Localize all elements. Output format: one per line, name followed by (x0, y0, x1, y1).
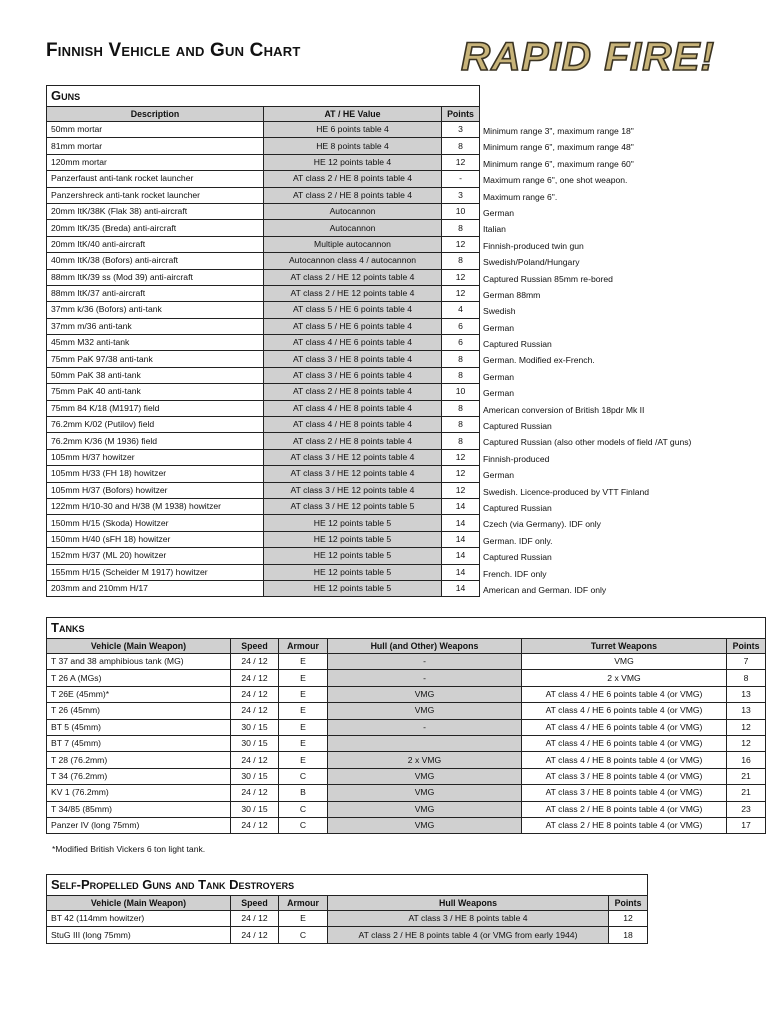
tank-speed: 24 / 12 (231, 654, 279, 670)
gun-note: Captured Russian (483, 339, 552, 350)
table-row (47, 768, 766, 784)
gun-points: 8 (442, 433, 480, 449)
table-row (47, 203, 480, 219)
spg-points: 18 (609, 927, 648, 943)
table-row (47, 515, 480, 531)
tank-armour: C (279, 768, 328, 784)
gun-description: 40mm ItK/38 (Bofors) anti-aircraft (47, 253, 264, 269)
gun-note: Minimum range 6", maximum range 60" (483, 158, 634, 169)
gun-description: 88mm ItK/39 ss (Mod 39) anti-aircraft (47, 269, 264, 285)
table-row (47, 498, 480, 514)
tank-turret-weapons: AT class 2 / HE 8 points table 4 (or VMG) (522, 801, 727, 817)
table-row (47, 351, 480, 367)
gun-description: 150mm H/40 (sFH 18) howitzer (47, 531, 264, 547)
tank-vehicle: Panzer IV (long 75mm) (47, 817, 231, 833)
gun-description: 76.2mm K/02 (Putilov) field (47, 417, 264, 433)
gun-points: 12 (442, 154, 480, 170)
tank-hull-weapons: VMG (328, 801, 522, 817)
table-row (47, 654, 766, 670)
gun-points: 12 (442, 236, 480, 252)
tank-hull-weapons: - (328, 654, 522, 670)
table-row (47, 752, 766, 768)
gun-at-he-value: AT class 2 / HE 8 points table 4 (264, 384, 442, 400)
gun-note: Captured Russian (also other models of field /AT guns) (483, 437, 692, 448)
spg-speed: 24 / 12 (231, 927, 279, 943)
header-hull-weapons: Hull Weapons (328, 896, 609, 911)
gun-at-he-value: AT class 4 / HE 8 points table 4 (264, 417, 442, 433)
gun-note: Finnish-produced (483, 453, 550, 464)
table-row (47, 580, 480, 596)
table-row (47, 154, 480, 170)
tank-points: 13 (727, 686, 766, 702)
tank-vehicle: KV 1 (76.2mm) (47, 785, 231, 801)
tank-vehicle: T 37 and 38 amphibious tank (MG) (47, 654, 231, 670)
tank-hull-weapons: VMG (328, 768, 522, 784)
header-points: Points (609, 896, 648, 911)
table-row (47, 548, 480, 564)
header-vehicle: Vehicle (Main Weapon) (47, 896, 231, 911)
tank-speed: 24 / 12 (231, 686, 279, 702)
table-row (47, 911, 648, 927)
gun-note: Captured Russian 85mm re-bored (483, 273, 613, 284)
gun-at-he-value: AT class 2 / HE 8 points table 4 (264, 171, 442, 187)
tank-vehicle: BT 5 (45mm) (47, 719, 231, 735)
gun-points: 14 (442, 548, 480, 564)
table-row (47, 801, 766, 817)
header-at-he-value: AT / HE Value (264, 107, 442, 122)
spg-vehicle: BT 42 (114mm howitzer) (47, 911, 231, 927)
spg-section-title: Self-Propelled Guns and Tank Destroyers (47, 875, 648, 896)
gun-note: Maximum range 6", one shot weapon. (483, 175, 628, 186)
table-row (47, 302, 480, 318)
gun-points: 8 (442, 367, 480, 383)
spg-armour: C (279, 927, 328, 943)
page-title: Finnish Vehicle and Gun Chart (46, 40, 301, 61)
gun-points: 14 (442, 564, 480, 580)
gun-at-he-value: Autocannon (264, 203, 442, 219)
guns-section-title: Guns (47, 86, 480, 107)
tank-hull-weapons: - (328, 719, 522, 735)
tank-turret-weapons: AT class 3 / HE 8 points table 4 (or VMG) (522, 768, 727, 784)
tank-armour: E (279, 670, 328, 686)
gun-note: Swedish (483, 306, 516, 317)
gun-description: 152mm H/37 (ML 20) howitzer (47, 548, 264, 564)
gun-note: German (483, 322, 515, 333)
gun-description: 105mm H/33 (FH 18) howitzer (47, 466, 264, 482)
gun-points: 12 (442, 466, 480, 482)
table-row (47, 417, 480, 433)
table-row (47, 335, 480, 351)
gun-description: 75mm PaK 40 anti-tank (47, 384, 264, 400)
gun-description: 76.2mm K/36 (M 1936) field (47, 433, 264, 449)
gun-points: 8 (442, 138, 480, 154)
spg-speed: 24 / 12 (231, 911, 279, 927)
gun-description: Panzerfaust anti-tank rocket launcher (47, 171, 264, 187)
gun-note: Captured Russian (483, 552, 552, 563)
tank-turret-weapons: AT class 4 / HE 6 points table 4 (or VMG) (522, 686, 727, 702)
gun-at-he-value: HE 12 points table 5 (264, 564, 442, 580)
tank-hull-weapons: VMG (328, 686, 522, 702)
gun-note: German (483, 371, 515, 382)
gun-at-he-value: AT class 4 / HE 8 points table 4 (264, 400, 442, 416)
table-row (47, 122, 480, 138)
gun-description: 120mm mortar (47, 154, 264, 170)
gun-at-he-value: HE 12 points table 5 (264, 548, 442, 564)
gun-note: American and German. IDF only (483, 584, 607, 595)
gun-description: 37mm k/36 (Bofors) anti-tank (47, 302, 264, 318)
tank-speed: 30 / 15 (231, 801, 279, 817)
gun-points: 8 (442, 220, 480, 236)
tank-hull-weapons: 2 x VMG (328, 752, 522, 768)
tank-points: 21 (727, 768, 766, 784)
table-row (47, 482, 480, 498)
gun-points: 12 (442, 285, 480, 301)
tank-armour: E (279, 686, 328, 702)
gun-note: Swedish. Licence-produced by VTT Finland (483, 486, 650, 497)
gun-at-he-value: AT class 5 / HE 6 points table 4 (264, 302, 442, 318)
gun-at-he-value: AT class 3 / HE 12 points table 5 (264, 498, 442, 514)
tank-speed: 24 / 12 (231, 703, 279, 719)
table-row (47, 171, 480, 187)
gun-points: 14 (442, 580, 480, 596)
gun-note: German. IDF only. (483, 535, 553, 546)
gun-points: 14 (442, 498, 480, 514)
gun-note: Italian (483, 224, 506, 235)
gun-points: 14 (442, 531, 480, 547)
header-armour: Armour (279, 639, 328, 654)
table-row (47, 400, 480, 416)
tank-speed: 24 / 12 (231, 670, 279, 686)
gun-points: 8 (442, 253, 480, 269)
table-row (47, 670, 766, 686)
guns-table (46, 85, 480, 597)
tank-vehicle: T 26E (45mm)* (47, 686, 231, 702)
gun-at-he-value: AT class 2 / HE 12 points table 4 (264, 269, 442, 285)
tank-speed: 30 / 15 (231, 768, 279, 784)
gun-note: American conversion of British 18pdr Mk II (483, 404, 645, 415)
tank-hull-weapons (328, 735, 522, 751)
table-row (47, 466, 480, 482)
header-points: Points (727, 639, 766, 654)
header-hull-weapons: Hull (and Other) Weapons (328, 639, 522, 654)
table-row (47, 269, 480, 285)
table-row (47, 927, 648, 943)
gun-description: 45mm M32 anti-tank (47, 335, 264, 351)
gun-points: 10 (442, 384, 480, 400)
gun-points: 3 (442, 122, 480, 138)
tank-points: 12 (727, 735, 766, 751)
table-row (47, 433, 480, 449)
gun-points: 3 (442, 187, 480, 203)
tank-points: 17 (727, 817, 766, 833)
tank-speed: 24 / 12 (231, 785, 279, 801)
gun-at-he-value: AT class 3 / HE 12 points table 4 (264, 482, 442, 498)
gun-points: 14 (442, 515, 480, 531)
table-row (47, 564, 480, 580)
tanks-section-title: Tanks (47, 618, 766, 639)
gun-at-he-value: Autocannon class 4 / autocannon (264, 253, 442, 269)
table-row (47, 735, 766, 751)
gun-description: 203mm and 210mm H/17 (47, 580, 264, 596)
gun-at-he-value: HE 8 points table 4 (264, 138, 442, 154)
gun-at-he-value: HE 12 points table 5 (264, 580, 442, 596)
tank-speed: 24 / 12 (231, 817, 279, 833)
tank-hull-weapons: VMG (328, 817, 522, 833)
tank-speed: 30 / 15 (231, 719, 279, 735)
spg-armour: E (279, 911, 328, 927)
gun-points: 8 (442, 351, 480, 367)
gun-note: Czech (via Germany). IDF only (483, 519, 601, 530)
table-row (47, 367, 480, 383)
tank-turret-weapons: AT class 4 / HE 6 points table 4 (or VMG) (522, 719, 727, 735)
gun-at-he-value: HE 12 points table 5 (264, 531, 442, 547)
gun-description: 150mm H/15 (Skoda) Howitzer (47, 515, 264, 531)
table-row (47, 719, 766, 735)
gun-at-he-value: AT class 3 / HE 6 points table 4 (264, 367, 442, 383)
tank-turret-weapons: AT class 4 / HE 6 points table 4 (or VMG) (522, 735, 727, 751)
tank-armour: C (279, 801, 328, 817)
tank-vehicle: T 26 (45mm) (47, 703, 231, 719)
gun-points: 12 (442, 449, 480, 465)
table-row (47, 187, 480, 203)
gun-at-he-value: AT class 3 / HE 12 points table 4 (264, 466, 442, 482)
table-row (47, 138, 480, 154)
gun-description: 20mm ItK/38K (Flak 38) anti-aircraft (47, 203, 264, 219)
gun-at-he-value: Multiple autocannon (264, 236, 442, 252)
header-description: Description (47, 107, 264, 122)
table-row (47, 220, 480, 236)
gun-description: 20mm ItK/35 (Breda) anti-aircraft (47, 220, 264, 236)
tank-hull-weapons: - (328, 670, 522, 686)
gun-at-he-value: AT class 3 / HE 8 points table 4 (264, 351, 442, 367)
tank-armour: E (279, 735, 328, 751)
gun-note: German (483, 388, 515, 399)
gun-points: 12 (442, 269, 480, 285)
gun-description: Panzershreck anti-tank rocket launcher (47, 187, 264, 203)
gun-at-he-value: HE 12 points table 5 (264, 515, 442, 531)
gun-notes-column (483, 123, 691, 598)
gun-points: 6 (442, 318, 480, 334)
gun-at-he-value: AT class 5 / HE 6 points table 4 (264, 318, 442, 334)
gun-at-he-value: AT class 3 / HE 12 points table 4 (264, 449, 442, 465)
gun-description: 122mm H/10-30 and H/38 (M 1938) howitzer (47, 498, 264, 514)
tank-turret-weapons: VMG (522, 654, 727, 670)
gun-note: Captured Russian (483, 502, 552, 513)
logo-text: RAPID FIRE! (461, 35, 715, 78)
tank-turret-weapons: 2 x VMG (522, 670, 727, 686)
gun-description: 37mm m/36 anti-tank (47, 318, 264, 334)
tank-vehicle: T 34/85 (85mm) (47, 801, 231, 817)
tank-turret-weapons: AT class 4 / HE 8 points table 4 (or VMG) (522, 752, 727, 768)
table-row (47, 253, 480, 269)
table-row (47, 449, 480, 465)
gun-points: 6 (442, 335, 480, 351)
tank-vehicle: T 26 A (MGs) (47, 670, 231, 686)
tank-armour: E (279, 654, 328, 670)
tank-points: 7 (727, 654, 766, 670)
gun-description: 81mm mortar (47, 138, 264, 154)
table-row (47, 285, 480, 301)
tank-vehicle: T 28 (76.2mm) (47, 752, 231, 768)
rapid-fire-logo (458, 32, 720, 78)
table-row (47, 384, 480, 400)
tank-armour: B (279, 785, 328, 801)
gun-points: 10 (442, 203, 480, 219)
tank-points: 8 (727, 670, 766, 686)
table-row (47, 236, 480, 252)
header-armour: Armour (279, 896, 328, 911)
gun-note: Minimum range 6", maximum range 48" (483, 142, 634, 153)
header-turret-weapons: Turret Weapons (522, 639, 727, 654)
spg-hull-weapons: AT class 2 / HE 8 points table 4 (or VMG from early 1944) (328, 927, 609, 943)
gun-note: German (483, 470, 515, 481)
gun-description: 75mm PaK 97/38 anti-tank (47, 351, 264, 367)
table-row (47, 531, 480, 547)
gun-note: German. Modified ex-French. (483, 355, 595, 366)
tank-speed: 24 / 12 (231, 752, 279, 768)
gun-description: 155mm H/15 (Scheider M 1917) howitzer (47, 564, 264, 580)
table-row (47, 785, 766, 801)
gun-note: German 88mm (483, 289, 541, 300)
spg-vehicle: StuG III (long 75mm) (47, 927, 231, 943)
tank-points: 12 (727, 719, 766, 735)
tanks-table (46, 617, 766, 834)
table-row (47, 318, 480, 334)
spg-hull-weapons: AT class 3 / HE 8 points table 4 (328, 911, 609, 927)
gun-points: 4 (442, 302, 480, 318)
gun-at-he-value: AT class 4 / HE 6 points table 4 (264, 335, 442, 351)
gun-description: 88mm ItK/37 anti-aircraft (47, 285, 264, 301)
gun-note: Swedish/Poland/Hungary (483, 257, 580, 268)
header-speed: Speed (231, 639, 279, 654)
tank-armour: E (279, 703, 328, 719)
tank-points: 21 (727, 785, 766, 801)
header-speed: Speed (231, 896, 279, 911)
gun-note: German (483, 207, 515, 218)
header-points: Points (442, 107, 480, 122)
gun-points: 8 (442, 400, 480, 416)
gun-note: French. IDF only (483, 568, 547, 579)
table-row (47, 703, 766, 719)
gun-description: 50mm PaK 38 anti-tank (47, 367, 264, 383)
tank-hull-weapons: VMG (328, 703, 522, 719)
tank-vehicle: T 34 (76.2mm) (47, 768, 231, 784)
gun-note: Maximum range 6". (483, 191, 558, 202)
tank-speed: 30 / 15 (231, 735, 279, 751)
tank-turret-weapons: AT class 3 / HE 8 points table 4 (or VMG) (522, 785, 727, 801)
spg-table (46, 874, 648, 944)
tank-points: 16 (727, 752, 766, 768)
tank-turret-weapons: AT class 4 / HE 6 points table 4 (or VMG) (522, 703, 727, 719)
gun-at-he-value: HE 12 points table 4 (264, 154, 442, 170)
header-vehicle: Vehicle (Main Weapon) (47, 639, 231, 654)
tanks-footnote: *Modified British Vickers 6 ton light tank. (52, 844, 206, 854)
gun-description: 20mm ItK/40 anti-aircraft (47, 236, 264, 252)
gun-at-he-value: Autocannon (264, 220, 442, 236)
gun-description: 75mm 84 K/18 (M1917) field (47, 400, 264, 416)
gun-note: Minimum range 3", maximum range 18" (483, 126, 634, 136)
gun-description: 105mm H/37 (Bofors) howitzer (47, 482, 264, 498)
gun-note: Finnish-produced twin gun (483, 240, 584, 251)
gun-points: 12 (442, 482, 480, 498)
gun-points: - (442, 171, 480, 187)
table-row (47, 817, 766, 833)
gun-description: 105mm H/37 howitzer (47, 449, 264, 465)
gun-at-he-value: AT class 2 / HE 8 points table 4 (264, 433, 442, 449)
gun-at-he-value: AT class 2 / HE 12 points table 4 (264, 285, 442, 301)
table-row (47, 686, 766, 702)
gun-at-he-value: AT class 2 / HE 8 points table 4 (264, 187, 442, 203)
gun-at-he-value: HE 6 points table 4 (264, 122, 442, 138)
spg-points: 12 (609, 911, 648, 927)
gun-points: 8 (442, 417, 480, 433)
gun-note: Captured Russian (483, 421, 552, 432)
tank-points: 23 (727, 801, 766, 817)
tank-hull-weapons: VMG (328, 785, 522, 801)
tank-armour: E (279, 752, 328, 768)
tank-turret-weapons: AT class 2 / HE 8 points table 4 (or VMG) (522, 817, 727, 833)
tank-vehicle: BT 7 (45mm) (47, 735, 231, 751)
tank-points: 13 (727, 703, 766, 719)
gun-description: 50mm mortar (47, 122, 264, 138)
tank-armour: C (279, 817, 328, 833)
tank-armour: E (279, 719, 328, 735)
